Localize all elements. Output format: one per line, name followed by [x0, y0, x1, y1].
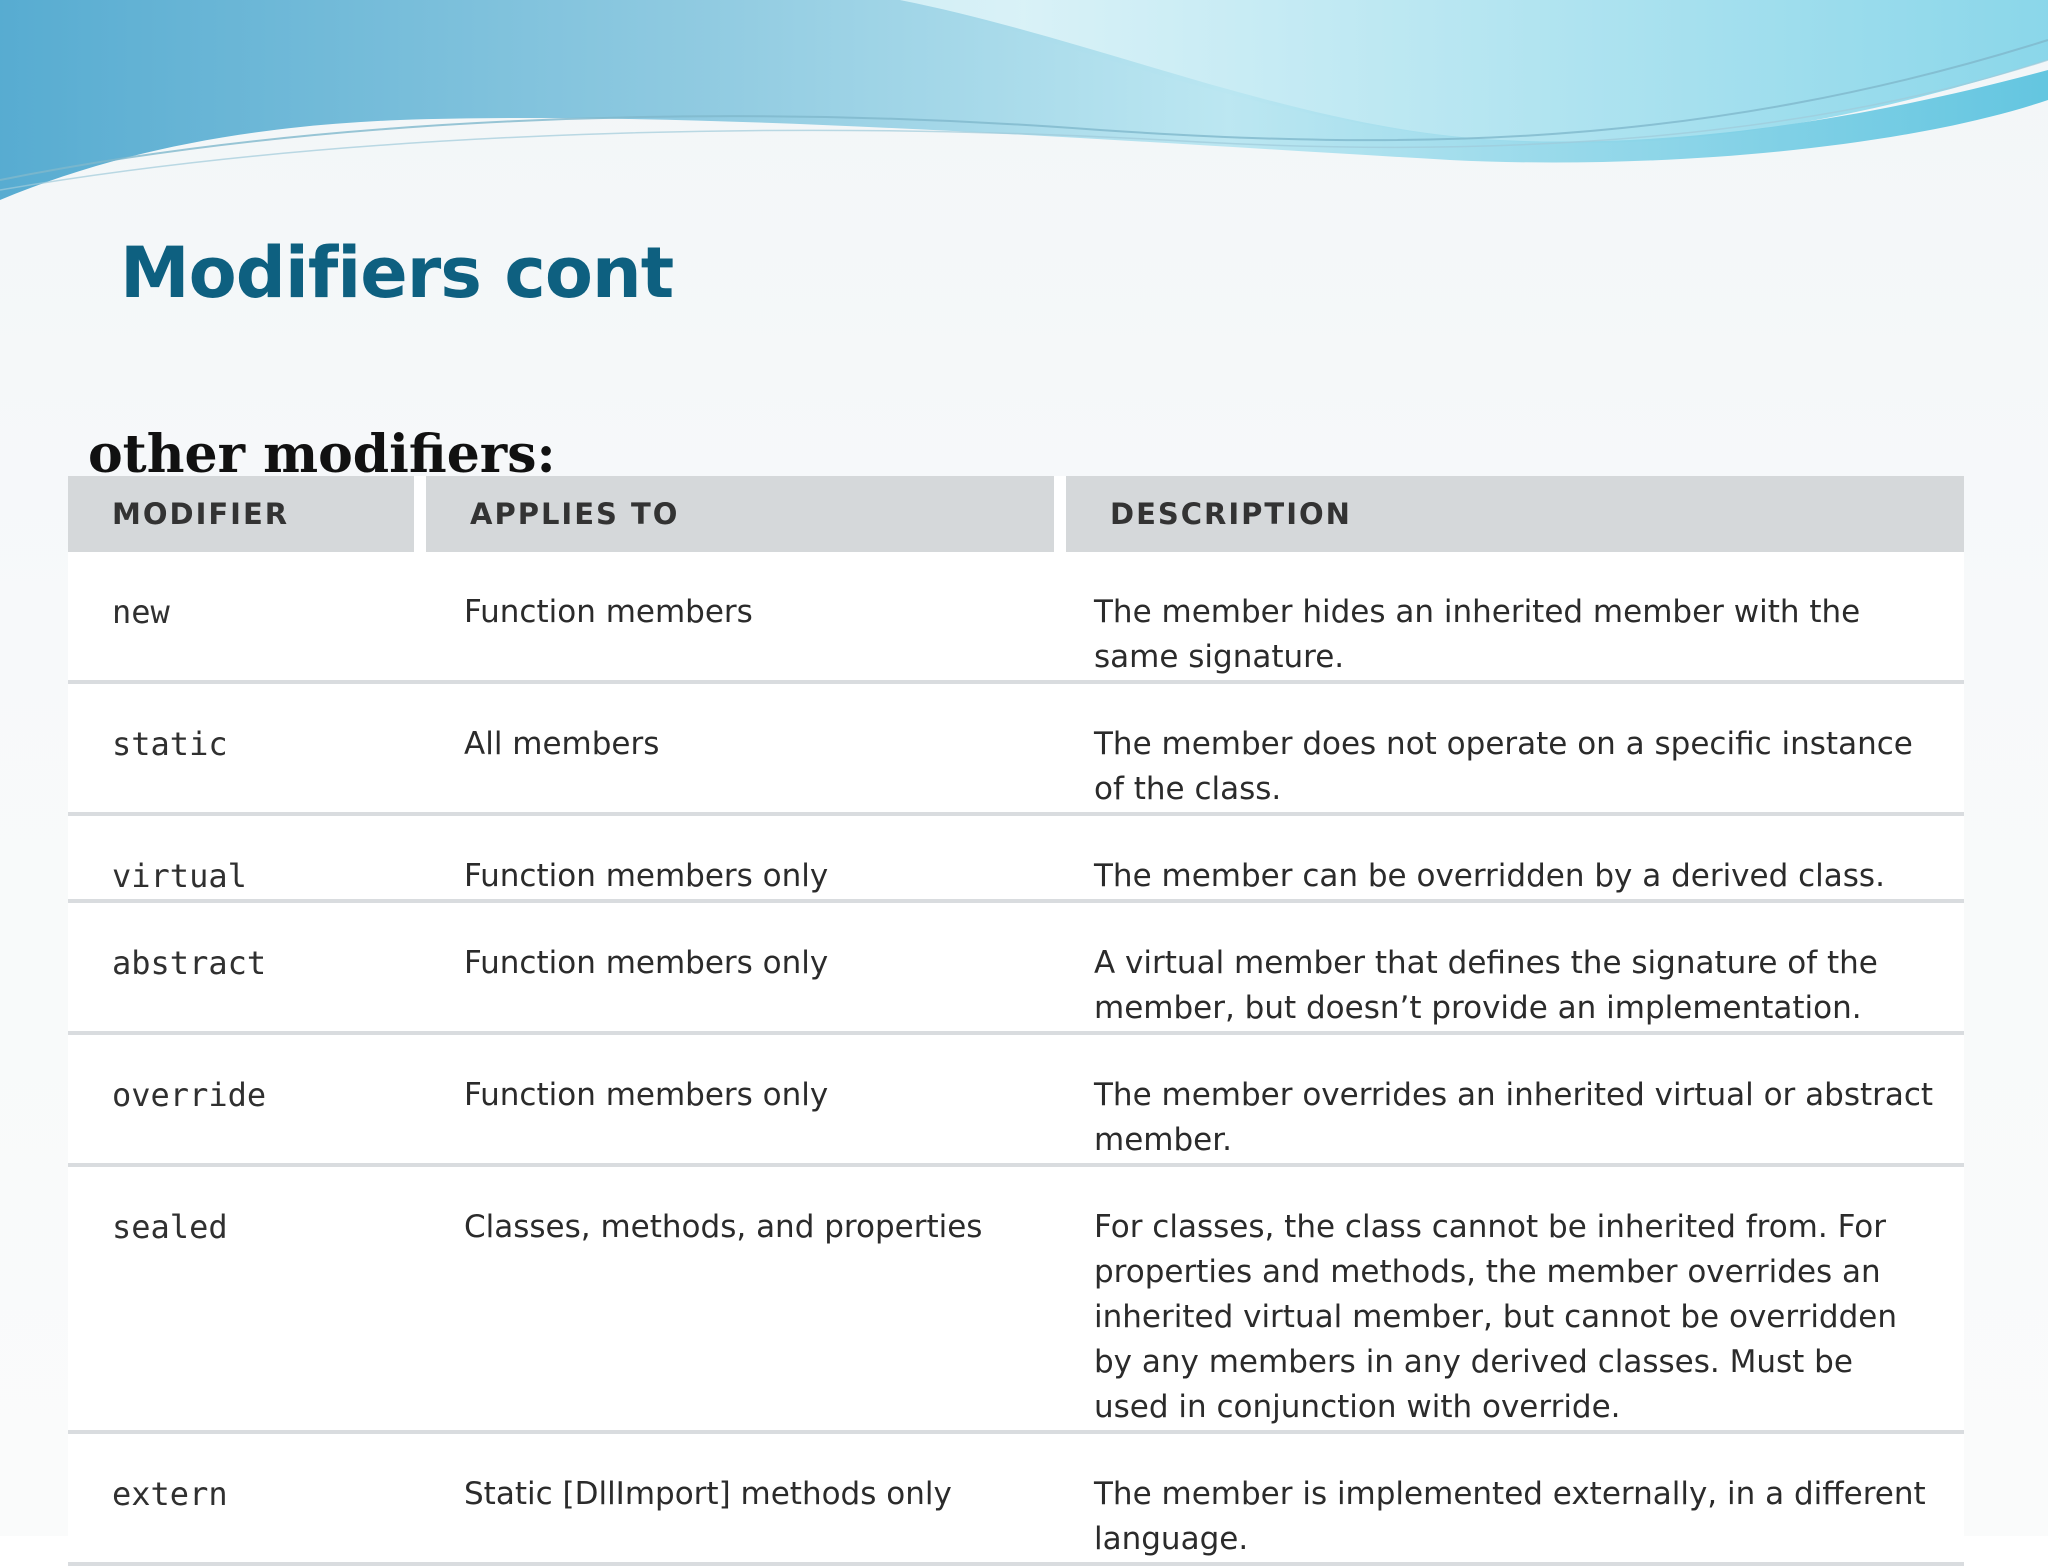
applies-to-cell: Function members only [420, 814, 1060, 901]
table-row [68, 1165, 1964, 1432]
modifier-cell: abstract [68, 901, 420, 1033]
description-cell: For classes, the class cannot be inherited from. For properties and methods, the member overrides an inherited virtual member, but cannot be overridden by any members in any derived classes. Must be used in conjunction with override. [1060, 1165, 1964, 1432]
applies-to-cell: Function members only [420, 1033, 1060, 1165]
decorative-wave-header [0, 0, 2048, 240]
column-header-modifier: MODIFIER [68, 476, 420, 552]
modifier-cell: static [68, 682, 420, 814]
modifier-cell: extern [68, 1432, 420, 1564]
table-row [68, 901, 1964, 1033]
modifier-cell: sealed [68, 1165, 420, 1432]
description-cell: The member can be overridden by a derived class. [1060, 814, 1964, 901]
applies-to-cell: Static [DllImport] methods only [420, 1432, 1060, 1564]
modifier-cell: virtual [68, 814, 420, 901]
applies-to-cell: Classes, methods, and properties [420, 1165, 1060, 1432]
modifier-cell: new [68, 552, 420, 682]
table-row [68, 1432, 1964, 1564]
description-cell: The member does not operate on a specific instance of the class. [1060, 682, 1964, 814]
table-row [68, 814, 1964, 901]
column-header-applies-to: APPLIES TO [420, 476, 1060, 552]
section-subtitle: other modifiers: [88, 424, 556, 485]
modifiers-table [68, 476, 1964, 1566]
description-cell: The member hides an inherited member with the same signature. [1060, 552, 1964, 682]
table-row [68, 1033, 1964, 1165]
applies-to-cell: Function members [420, 552, 1060, 682]
applies-to-cell: Function members only [420, 901, 1060, 1033]
description-cell: The member overrides an inherited virtual or abstract member. [1060, 1033, 1964, 1165]
modifier-cell: override [68, 1033, 420, 1165]
applies-to-cell: All members [420, 682, 1060, 814]
description-cell: A virtual member that defines the signature of the member, but doesn’t provide an implementation. [1060, 901, 1964, 1033]
table-row [68, 682, 1964, 814]
table-header-row [68, 476, 1964, 552]
table-row [68, 552, 1964, 682]
description-cell: The member is implemented externally, in a different language. [1060, 1432, 1964, 1564]
column-header-description: DESCRIPTION [1060, 476, 1964, 552]
slide-title: Modifiers cont [120, 232, 674, 314]
